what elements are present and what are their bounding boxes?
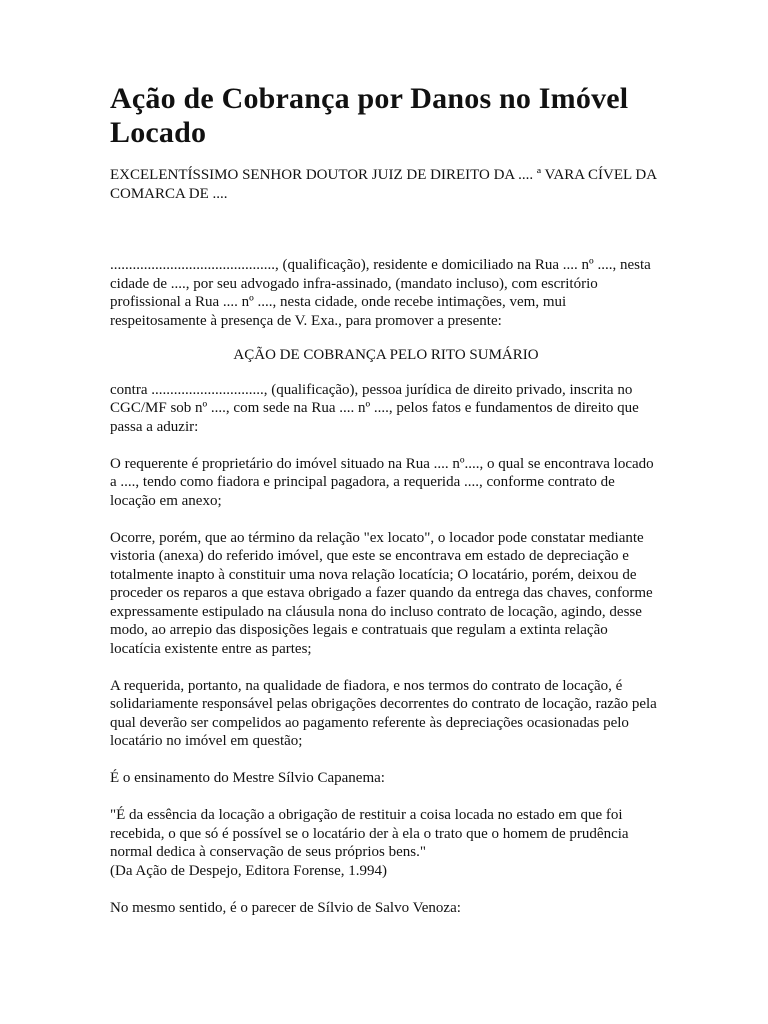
intro-paragraph: ............................................, (qualificação), residente e domiciliado na Rua .... nº ...., nesta cidade de ...., por seu advogado infra-assinado, (mandato incluso), com escritório profissional a Rua .... nº ...., nesta cidade, onde recebe intimações, vem, mui respeitosamente à presença de V. Exa., para promover a presente: (110, 257, 651, 329)
paragraph-1: O requerente é proprietário do imóvel situado na Rua .... nº...., o qual se encontrava locado a ...., tendo como fiadora e principal pagadora, a requerida ...., conforme contrato de locação em anexo; (110, 455, 654, 509)
quote-source: (Da Ação de Despejo, Editora Forense, 1.994) (110, 862, 388, 879)
defendant-paragraph: contra .............................., (qualificação), pessoa jurídica de direito privado, inscrita no CGC/MF sob nº ...., com sede na Rua .... nº ...., pelos fatos e fundamentos de direito que passa a aduzir: (110, 381, 639, 435)
quote: "É da essência da locação a obrigação de restituir a coisa locada no estado em que foi recebida, o que só é possível se o locatário der à ela o trato que o homem de prudência normal dedica à conservação de seus próprios bens." (110, 807, 629, 860)
paragraph-3: A requerida, portanto, na qualidade de fiadora, e nos termos do contrato de locação, é solidariamente responsável pelas obrigações decorrentes do contrato de locação, razão pela qual deverão ser compelidos ao pagamento referente às depreciações ocasionadas pelo locatário no imóvel em questão; (110, 677, 657, 749)
addressee: EXCELENTÍSSIMO SENHOR DOUTOR JUIZ DE DIREITO DA .... ª VARA CÍVEL DA COMARCA DE .... (110, 167, 657, 202)
paragraph-4: É o ensinamento do Mestre Sílvio Capanema: (110, 770, 385, 786)
action-title: AÇÃO DE COBRANÇA PELO RITO SUMÁRIO (233, 347, 539, 363)
paragraph-5: No mesmo sentido, é o parecer de Sílvio de Salvo Venoza: (110, 899, 461, 916)
document-page (110, 82, 662, 917)
paragraph-2: Ocorre, porém, que ao término da relação "ex locato", o locador pode constatar mediante vistoria (anexa) do referido imóvel, que este se encontrava em estado de depreciação e totalmente inapto à constituir uma nova relação locatícia; O locatário, porém, deixou de proceder os reparos a que estava obrigado a fazer quando da entrega das chaves, conforme expressamente estipulado na cláusula nona do incluso contrato de locação, agindo, desse modo, ao arrepio das disposições legais e contratuais que regulam a extinta relação locatícia existente entre as partes; (110, 529, 653, 657)
document-title: Ação de Cobrança por Danos no Imóvel Locado (110, 82, 629, 149)
